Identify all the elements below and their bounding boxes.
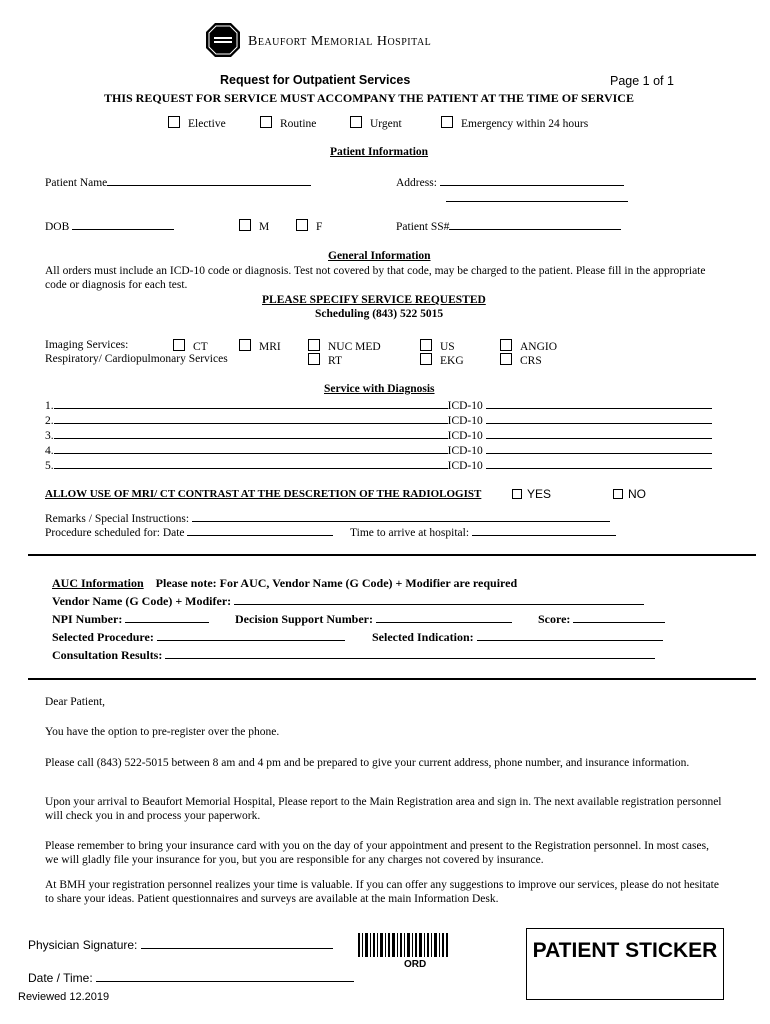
service-ct[interactable]	[173, 339, 208, 353]
checkbox[interactable]	[441, 116, 453, 128]
dsn-field[interactable]	[235, 612, 512, 627]
service-ekg[interactable]	[420, 353, 464, 367]
checkbox[interactable]	[239, 219, 251, 231]
form-title: Request for Outpatient Services	[220, 73, 411, 87]
signature-field[interactable]	[28, 938, 333, 952]
hospital-name: Beaufort Memorial Hospital	[248, 34, 432, 49]
diagnosis-row[interactable]	[45, 398, 712, 412]
diagnosis-row[interactable]	[45, 413, 712, 427]
checkbox[interactable]	[350, 116, 362, 128]
checkbox[interactable]	[168, 116, 180, 128]
crs-label: CRS	[520, 355, 542, 367]
sex-m[interactable]	[239, 219, 269, 233]
letter-p3: Upon your arrival to Beaufort Memorial Hospital, Please report to the Main Registration area and sign in. The next available registration personnel will check you in and process your paperwork.	[45, 796, 722, 822]
vendor-label: Vendor Name (G Code) + Modifer:	[52, 594, 232, 608]
contrast-yes[interactable]	[512, 487, 551, 501]
general-info-heading: General Information	[328, 250, 431, 262]
checkbox[interactable]	[500, 353, 512, 365]
address-label: Address:	[396, 177, 437, 189]
letter-greeting: Dear Patient,	[45, 696, 106, 708]
address-field[interactable]	[396, 175, 624, 189]
resp-label: Respiratory/ Cardiopulmonary Services	[45, 353, 228, 365]
row-number: 5.	[45, 460, 54, 472]
letter-p2: Please call (843) 522-5015 between 8 am and 4 pm and be prepared to give your current address, phone number, and insurance information.	[45, 757, 690, 769]
icd-label: ICD-10	[447, 400, 483, 412]
checkbox[interactable]	[512, 489, 522, 499]
mri-label: MRI	[259, 341, 281, 353]
barcode-icon	[358, 933, 448, 957]
rt-label: RT	[328, 355, 343, 367]
checkbox[interactable]	[239, 339, 251, 351]
checkbox[interactable]	[613, 489, 623, 499]
date-time-field[interactable]	[28, 971, 354, 985]
barcode-label: ORD	[404, 959, 427, 970]
checkbox[interactable]	[173, 339, 185, 351]
scheduling-phone: Scheduling (843) 522 5015	[315, 308, 444, 320]
sex-f[interactable]	[296, 219, 322, 233]
ct-label: CT	[193, 341, 208, 353]
hospital-logo	[205, 22, 241, 58]
scheduled-date-field[interactable]	[45, 525, 333, 539]
indication-field[interactable]	[372, 630, 663, 645]
urgent-label: Urgent	[370, 118, 402, 130]
icd-label: ICD-10	[447, 460, 483, 472]
routine-label: Routine	[280, 118, 317, 130]
row-number: 3.	[45, 430, 54, 442]
consultation-field[interactable]	[52, 648, 655, 663]
diagnosis-row[interactable]	[45, 458, 712, 472]
auc-heading-row	[52, 576, 517, 591]
patient-sticker-box	[526, 928, 724, 1000]
patient-name-field[interactable]	[45, 175, 311, 189]
checkbox[interactable]	[500, 339, 512, 351]
diagnosis-row[interactable]	[45, 443, 712, 457]
us-label: US	[440, 341, 455, 353]
service-crs[interactable]	[500, 353, 542, 367]
diagnosis-row[interactable]	[45, 428, 712, 442]
specify-heading: PLEASE SPECIFY SERVICE REQUESTED	[262, 294, 486, 306]
service-rt[interactable]	[308, 353, 342, 367]
auc-heading: AUC Information	[52, 576, 144, 590]
priority-emergency[interactable]	[441, 116, 588, 130]
service-nuc-med[interactable]	[308, 339, 381, 353]
f-label: F	[316, 221, 323, 233]
general-info-text: All orders must include an ICD-10 code or diagnosis. Test not covered by that code, may be charged to the patient. Please fill in the appropriate code or diagnosis for each test.	[45, 265, 706, 291]
contrast-no[interactable]	[613, 487, 646, 501]
patient-info-heading: Patient Information	[330, 146, 429, 158]
priority-routine[interactable]	[260, 116, 316, 130]
ekg-label: EKG	[440, 355, 464, 367]
vendor-field[interactable]	[52, 594, 644, 609]
letter-p1: You have the option to pre-register over the phone.	[45, 726, 280, 738]
service-us[interactable]	[420, 339, 455, 353]
letter-p5: At BMH your registration personnel realizes your time is valuable. If you can offer any suggestions to improve our services, please do not hesitate to share your ideas. Patient questionnaires and surveys are available at the main Information Desk.	[45, 879, 719, 905]
priority-elective[interactable]	[168, 116, 226, 130]
remarks-field[interactable]	[45, 511, 610, 525]
icd-label: ICD-10	[447, 445, 483, 457]
angio-label: ANGIO	[520, 341, 558, 353]
procedure-label: Selected Procedure:	[52, 630, 154, 644]
remarks-label: Remarks / Special Instructions:	[45, 513, 190, 525]
consultation-label: Consultation Results:	[52, 648, 163, 662]
scheduled-label: Procedure scheduled for: Date	[45, 527, 185, 539]
procedure-field[interactable]	[52, 630, 345, 645]
score-label: Score:	[538, 612, 571, 626]
elective-label: Elective	[188, 118, 226, 130]
yes-label: YES	[527, 487, 552, 501]
checkbox[interactable]	[308, 353, 320, 365]
icd-label: ICD-10	[447, 415, 483, 427]
contrast-text: ALLOW USE OF MRI/ CT CONTRAST AT THE DESCRETION OF THE RADIOLOGIST	[45, 488, 482, 500]
reviewed-date: Reviewed 12.2019	[18, 991, 110, 1003]
nuc-med-label: NUC MED	[328, 341, 381, 353]
arrive-label: Time to arrive at hospital:	[350, 527, 470, 539]
page-number: Page 1 of 1	[610, 74, 674, 88]
service-mri[interactable]	[239, 339, 281, 353]
row-number: 2.	[45, 415, 54, 427]
service-angio[interactable]	[500, 339, 557, 353]
checkbox[interactable]	[420, 353, 432, 365]
checkbox[interactable]	[260, 116, 272, 128]
indication-label: Selected Indication:	[372, 630, 474, 644]
dob-field[interactable]	[45, 219, 174, 233]
divider	[28, 678, 756, 680]
checkbox[interactable]	[308, 339, 320, 351]
m-label: M	[259, 221, 270, 233]
dsn-label: Decision Support Number:	[235, 612, 374, 626]
divider	[28, 554, 756, 556]
patient-name-label: Patient Name	[45, 177, 108, 189]
checkbox[interactable]	[296, 219, 308, 231]
imaging-label: Imaging Services:	[45, 339, 129, 351]
row-number: 4.	[45, 445, 54, 457]
signature-label: Physician Signature:	[28, 938, 138, 952]
icd-label: ICD-10	[447, 430, 483, 442]
checkbox[interactable]	[420, 339, 432, 351]
service-notice: THIS REQUEST FOR SERVICE MUST ACCOMPANY THE PATIENT AT THE TIME OF SERVICE	[104, 91, 634, 105]
row-number: 1.	[45, 400, 54, 412]
score-field[interactable]	[538, 612, 665, 627]
ss-field[interactable]	[396, 219, 621, 233]
npi-label: NPI Number:	[52, 612, 123, 626]
diagnosis-heading: Service with Diagnosis	[324, 383, 435, 395]
npi-field[interactable]	[52, 612, 209, 627]
emergency-label: Emergency within 24 hours	[461, 118, 589, 130]
patient-sticker-label: PATIENT STICKER	[532, 939, 718, 962]
ss-label: Patient SS#	[396, 221, 450, 233]
arrive-time-field[interactable]	[350, 525, 616, 539]
letter-p4: Please remember to bring your insurance card with you on the day of your appointment and present to the Registration personnel. In most cases, we will gladly file your insurance for you, but you are responsible for any charges not covered by insurance.	[45, 840, 709, 866]
no-label: NO	[628, 487, 646, 501]
auc-note: Please note: For AUC, Vendor Name (G Code) + Modifier are required	[155, 576, 518, 590]
address-line-2[interactable]	[446, 191, 628, 202]
date-time-label: Date / Time:	[28, 971, 93, 985]
priority-urgent[interactable]	[350, 116, 402, 130]
dob-label: DOB	[45, 221, 70, 233]
